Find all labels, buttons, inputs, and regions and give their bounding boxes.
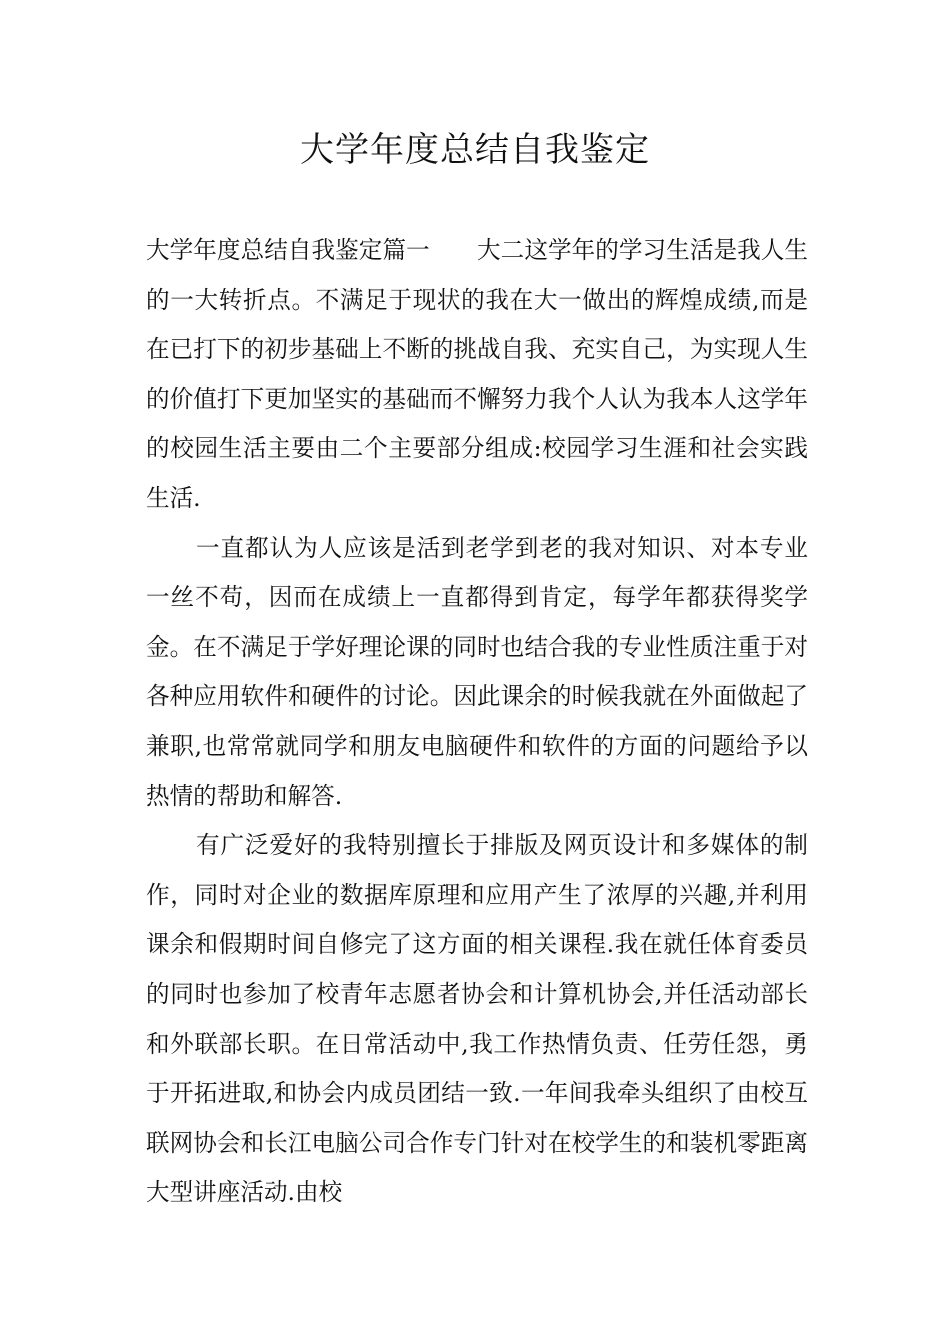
document-body [146,226,808,1218]
document-title: 大学年度总结自我鉴定 [300,130,650,170]
paragraph-3: 有广泛爱好的我特别擅长于排版及网页设计和多媒体的制作，同时对企业的数据库原理和应用产生了浓厚的兴趣,并利用课余和假期时间自修完了这方面的相关课程.我在就任体育委员的同时也参加了校青年志愿者协会和计算机协会,并任活动部长和外联部长职。在日常活动中,我工作热情负责、任劳任怨，勇于开拓进取,和协会内成员团结一致.一年间我牵头组织了由校互联网协会和长江电脑公司合作专门针对在校学生的和装机零距离大型讲座活动.由校 [146,831,808,1207]
paragraph-1: 大学年度总结自我鉴定篇一 大二这学年的学习生活是我人生的一大转折点。不满足于现状的我在大一做出的辉煌成绩,而是在已打下的初步基础上不断的挑战自我、充实自己，为实现人生的价值打下更加坚实的基础而不懈努力我个人认为我本人这学年的校园生活主要由二个主要部分组成:校园学习生涯和社会实践生活. [146,236,808,512]
paragraph-2: 一直都认为人应该是活到老学到老的我对知识、对本专业一丝不苟，因而在成绩上一直都得到肯定，每学年都获得奖学金。在不满足于学好理论课的同时也结合我的专业性质注重于对各种应用软件和硬件的讨论。因此课余的时候我就在外面做起了兼职,也常常就同学和朋友电脑硬件和软件的方面的问题给予以热情的帮助和解答. [146,533,808,810]
